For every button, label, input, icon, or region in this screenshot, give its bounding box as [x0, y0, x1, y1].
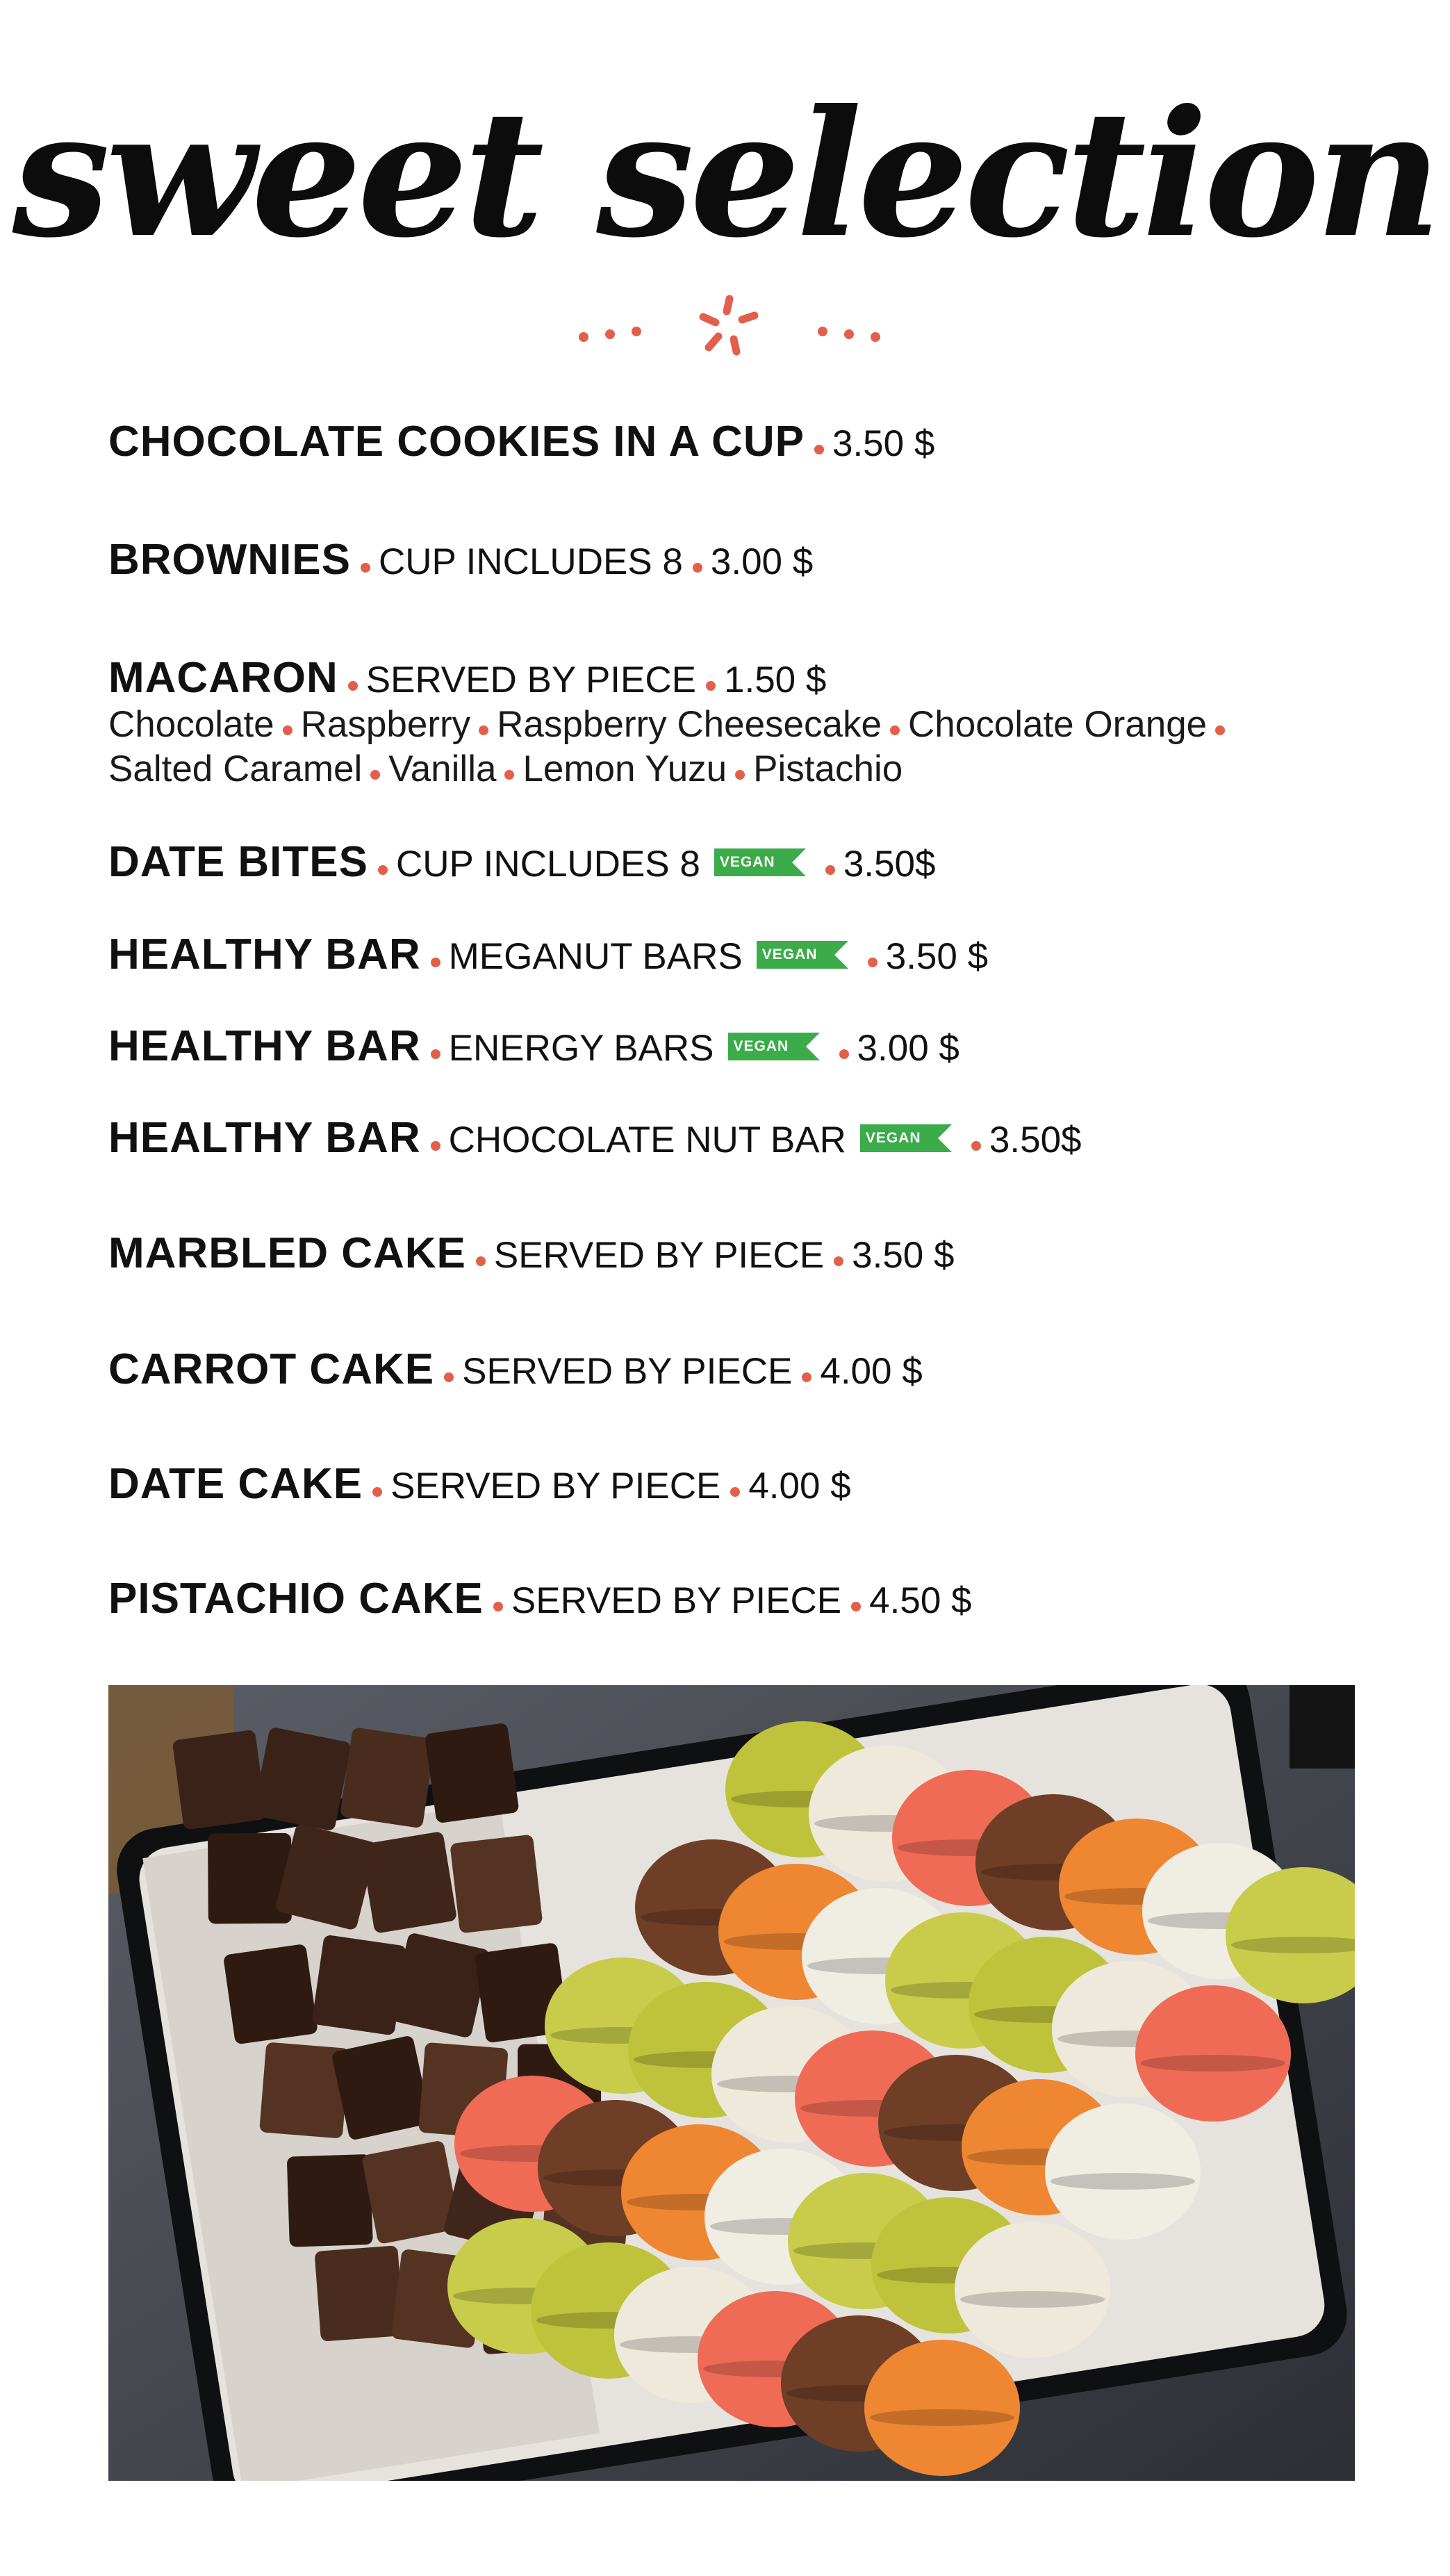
brownie-piece	[172, 1730, 267, 1830]
item-detail: SERVED BY PIECE	[390, 1466, 721, 1507]
macaron	[955, 2222, 1110, 2358]
item-name: DATE CAKE	[108, 1460, 363, 1508]
item-detail: SERVED BY PIECE	[493, 1235, 825, 1276]
menu-item-line	[108, 653, 1233, 703]
item-name: HEALTHY BAR	[108, 930, 421, 978]
separator-dot-icon	[971, 1141, 981, 1151]
menu-item	[108, 653, 1233, 791]
menu-item-line	[108, 837, 936, 887]
separator-dot-icon	[431, 1141, 440, 1151]
menu-item	[108, 535, 813, 584]
flavor-name: Salted Caramel	[108, 748, 363, 789]
vegan-label: VEGAN	[733, 1037, 789, 1054]
menu-item-line	[108, 417, 934, 466]
separator-dot-icon	[476, 1256, 486, 1266]
macaron	[1045, 2103, 1201, 2240]
item-detail: SERVED BY PIECE	[365, 659, 696, 700]
brownie-piece	[340, 1727, 436, 1828]
separator-dot-icon	[706, 681, 716, 691]
menu-item	[108, 1459, 851, 1509]
brownie-piece	[252, 1727, 352, 1832]
item-price: 1.50 $	[724, 659, 827, 700]
separator-dot-icon	[1215, 725, 1225, 735]
separator-dot-icon	[372, 1487, 382, 1497]
menu-item	[108, 1574, 972, 1623]
macarons-and-brownies-tray-photo	[108, 1685, 1355, 2481]
brownie-piece	[311, 1935, 406, 2036]
macaron	[1135, 1985, 1291, 2122]
item-name: BROWNIES	[108, 536, 351, 584]
menu-item-line	[108, 1229, 954, 1278]
menu-item	[108, 1345, 923, 1394]
separator-dot-icon	[868, 958, 878, 967]
brownie-piece	[314, 2245, 404, 2342]
brownie-piece	[425, 1723, 520, 1823]
flavor-name: Chocolate Orange	[907, 704, 1208, 745]
brownie-piece	[287, 2154, 373, 2247]
separator-dot-icon	[493, 1602, 503, 1611]
item-price: 4.00 $	[820, 1351, 923, 1392]
vegan-label: VEGAN	[761, 946, 818, 962]
item-detail: CHOCOLATE NUT BAR	[448, 1119, 846, 1160]
separator-dot-icon	[839, 1049, 849, 1059]
item-name: PISTACHIO CAKE	[108, 1575, 484, 1623]
vegan-label: VEGAN	[719, 853, 775, 870]
flavor-name: Vanilla	[388, 748, 497, 789]
separator-dot-icon	[361, 563, 370, 573]
item-price: 3.50$	[989, 1119, 1082, 1160]
separator-dot-icon	[814, 445, 824, 454]
flavor-name: Raspberry Cheesecake	[497, 704, 882, 745]
flavor-name: Lemon Yuzu	[522, 748, 727, 789]
menu-item-line	[108, 930, 988, 979]
brownie-piece	[361, 1831, 457, 1934]
brownie-piece	[450, 1835, 543, 1934]
macaron	[864, 2340, 1020, 2476]
menu-item-line	[108, 535, 813, 584]
item-detail: SERVED BY PIECE	[511, 1580, 842, 1621]
separator-dot-icon	[825, 865, 835, 875]
item-price: 3.50 $	[832, 423, 935, 464]
item-name: HEALTHY BAR	[108, 1022, 421, 1070]
separator-dot-icon	[730, 1487, 740, 1497]
item-detail: CUP INCLUDES 8	[379, 541, 683, 582]
separator-dot-icon	[348, 681, 358, 691]
item-detail: SERVED BY PIECE	[462, 1351, 793, 1392]
menu-item-line	[108, 1345, 923, 1394]
menu-item	[108, 837, 936, 887]
brownie-piece	[223, 1944, 318, 2044]
item-detail: CUP INCLUDES 8	[395, 844, 700, 885]
item-price: 3.00 $	[857, 1028, 959, 1069]
flavor-name: Pistachio	[753, 748, 903, 789]
separator-dot-icon	[283, 725, 293, 735]
menu-item-line	[108, 1459, 851, 1509]
menu-title: sweet selection	[12, 72, 1438, 276]
macaron-flavors-line	[108, 747, 1233, 791]
separator-dot-icon	[834, 1256, 843, 1266]
item-name: CARROT CAKE	[108, 1345, 435, 1393]
macaron-flavors-line	[108, 703, 1233, 747]
flavor-name: Raspberry	[300, 704, 471, 745]
menu-item	[108, 1022, 959, 1071]
separator-dot-icon	[431, 1049, 440, 1059]
menu-item-line	[108, 1113, 1082, 1163]
separator-dot-icon	[890, 725, 900, 735]
menu-item-line	[108, 1022, 959, 1071]
item-price: 3.50 $	[852, 1235, 955, 1276]
menu-item	[108, 930, 988, 979]
item-name: DATE BITES	[108, 838, 368, 886]
menu-item	[108, 417, 934, 466]
item-name: MACARON	[108, 654, 338, 702]
menu-item-line	[108, 1574, 972, 1623]
separator-dot-icon	[735, 770, 745, 780]
separator-dot-icon	[370, 770, 380, 780]
menu-item	[108, 1229, 954, 1278]
item-price: 3.50$	[843, 844, 936, 885]
item-price: 4.50 $	[869, 1580, 972, 1621]
item-price: 3.50 $	[885, 936, 989, 977]
menu-item	[108, 1113, 1082, 1163]
flavor-name: Chocolate	[108, 704, 274, 745]
vegan-badge	[757, 941, 848, 969]
item-detail: ENERGY BARS	[448, 1028, 714, 1069]
separator-dot-icon	[444, 1372, 454, 1382]
separator-dot-icon	[504, 770, 514, 780]
separator-dot-icon	[378, 865, 388, 875]
vegan-badge	[714, 848, 806, 876]
item-name: HEALTHY BAR	[108, 1114, 421, 1162]
separator-dot-icon	[851, 1602, 861, 1611]
item-detail: MEGANUT BARS	[448, 936, 743, 977]
item-price: 4.00 $	[748, 1466, 851, 1507]
vegan-badge	[728, 1033, 820, 1060]
vegan-badge	[860, 1124, 952, 1152]
separator-dot-icon	[479, 725, 488, 735]
item-price: 3.00 $	[710, 541, 814, 582]
item-name: MARBLED CAKE	[108, 1229, 466, 1277]
separator-dot-icon	[431, 958, 440, 967]
vegan-label: VEGAN	[865, 1129, 921, 1146]
item-name: CHOCOLATE COOKIES IN A CUP	[108, 418, 805, 466]
separator-dot-icon	[802, 1372, 811, 1382]
separator-dot-icon	[693, 563, 702, 573]
